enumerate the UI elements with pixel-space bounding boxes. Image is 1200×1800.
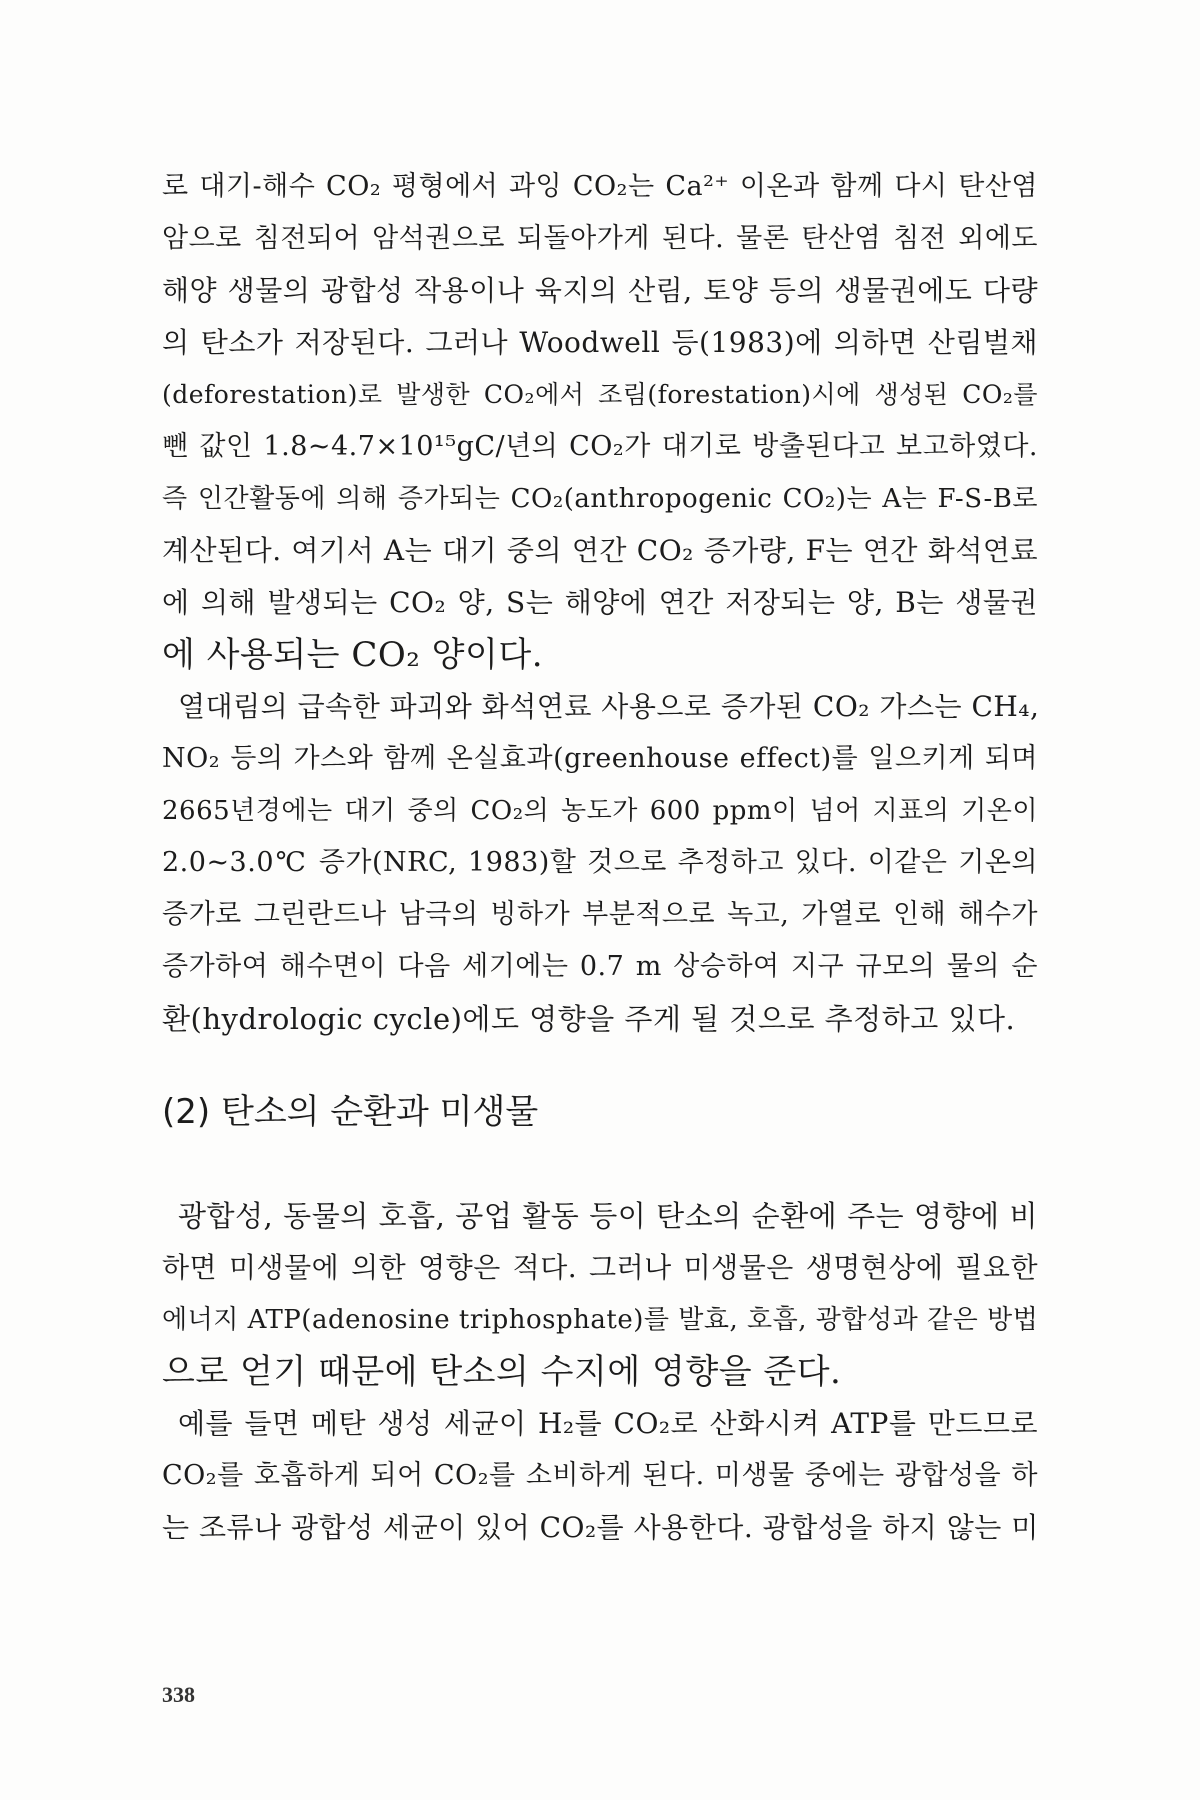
text-line: 증가로 그린란드나 남극의 빙하가 부분적으로 녹고, 가열로 인해 해수가 <box>162 899 1038 930</box>
text-line: 에 의해 발생되는 CO₂ 양, S는 해양에 연간 저장되는 양, B는 생물권 <box>162 586 1038 619</box>
text-line: 2665년경에는 대기 중의 CO₂의 농도가 600 ppm이 넘어 지표의 기온이 <box>162 796 1038 826</box>
text-line: 암으로 침전되어 암석권으로 되돌아가게 된다. 물론 탄산염 침전 외에도 <box>162 223 1038 254</box>
section-heading: (2) 탄소의 순환과 미생물 <box>162 1092 539 1132</box>
text-line: 광합성, 동물의 호흡, 공업 활동 등이 탄소의 순환에 주는 영향에 비 <box>178 1199 1038 1233</box>
text-line: 뺀 값인 1.8~4.7×10¹⁵gC/년의 CO₂가 대기로 방출된다고 보고하였다. <box>162 431 1038 462</box>
text-line: 에 사용되는 CO₂ 양이다. <box>162 635 544 675</box>
text-line: 즉 인간활동에 의해 증가되는 CO₂(anthropogenic CO₂)는 A는 F-S-B로 <box>162 484 1038 514</box>
text-line: 로 대기-해수 CO₂ 평형에서 과잉 CO₂는 Ca²⁺ 이온과 함께 다시 탄산염 <box>162 171 1038 202</box>
text-line: NO₂ 등의 가스와 함께 온실효과(greenhouse effect)를 일으키게 되며 <box>162 743 1038 774</box>
text-line: CO₂를 호흡하게 되어 CO₂를 소비하게 된다. 미생물 중에는 광합성을 하 <box>162 1460 1039 1491</box>
text-line: 증가하여 해수면이 다음 세기에는 0.7 m 상승하여 지구 규모의 물의 순 <box>162 951 1038 982</box>
text-line: 으로 얻기 때문에 탄소의 수지에 영향을 준다. <box>162 1352 842 1392</box>
page-number: 338 <box>162 1682 195 1707</box>
text-line: 2.0~3.0℃ 증가(NRC, 1983)할 것으로 추정하고 있다. 이같은 기온의 <box>162 847 1038 878</box>
text-line: 의 탄소가 저장된다. 그러나 Woodwell 등(1983)에 의하면 산림벌채 <box>162 326 1038 359</box>
text-line: 계산된다. 여기서 A는 대기 중의 연간 CO₂ 증가량, F는 연간 화석연료 <box>162 534 1038 567</box>
text-line: (deforestation)로 발생한 CO₂에서 조림(forestation)시에 생성된 CO₂를 <box>162 380 1038 409</box>
text-line: 환(hydrologic cycle)에도 영향을 주게 될 것으로 추정하고 있다. <box>162 1002 1016 1036</box>
text-line: 에너지 ATP(adenosine triphosphate)를 발효, 호흡, 광합성과 같은 방법 <box>162 1305 1039 1335</box>
text-line: 해양 생물의 광합성 작용이나 육지의 산림, 토양 등의 생물권에도 다량 <box>162 274 1038 307</box>
text-line: 예를 들면 메탄 생성 세균이 H₂를 CO₂로 산화시켜 ATP를 만드므로 <box>178 1407 1038 1440</box>
text-line: 하면 미생물에 의한 영향은 적다. 그러나 미생물은 생명현상에 필요한 <box>162 1251 1038 1284</box>
text-line: 는 조류나 광합성 세균이 있어 CO₂를 사용한다. 광합성을 하지 않는 미 <box>162 1511 1039 1544</box>
text-line: 열대림의 급속한 파괴와 화석연료 사용으로 증가된 CO₂ 가스는 CH₄, <box>178 690 1040 723</box>
